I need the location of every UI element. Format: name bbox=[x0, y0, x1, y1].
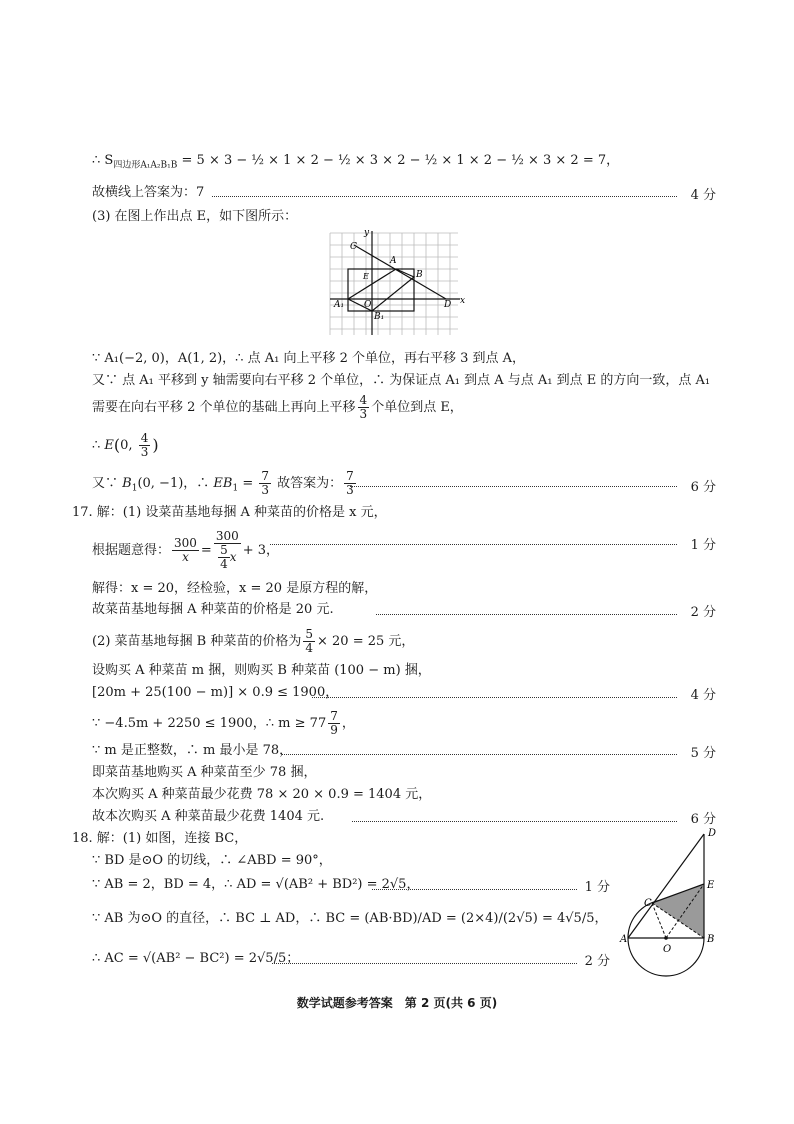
dot-leader bbox=[272, 963, 577, 964]
label-D: D bbox=[444, 300, 452, 310]
inequality-line: [20m + 25(100 − m)] × 0.9 ≤ 1900， bbox=[92, 685, 339, 700]
ac-length-line: ∴ AC = √(AB² − BC²) = 2√5/5； bbox=[92, 951, 300, 966]
equation-plus: + 3， bbox=[242, 543, 280, 558]
dot-leader bbox=[312, 697, 677, 698]
label-O: O bbox=[663, 944, 672, 955]
set-m-line: 设购买 A 种菜苗 m 捆，则购买 B 种菜苗 (100 − m) 捆， bbox=[92, 663, 431, 678]
label-E: E bbox=[707, 880, 715, 891]
area-calculation-line bbox=[92, 152, 619, 175]
label-y: y bbox=[364, 228, 370, 238]
area-subscript: 四边形A₁A₂B₁B bbox=[113, 160, 178, 171]
price-conclusion-line: 故菜苗基地每捆 A 种菜苗的价格是 20 元. bbox=[92, 602, 334, 617]
bc-length-line: ∵ AB 为⊙O 的直径，∴ BC ⊥ AD，∴ BC = (AB·BD)/AD = (2×4)/(2√5) = 4√5/5， bbox=[92, 911, 608, 926]
coordinate-grid-figure bbox=[326, 227, 464, 339]
eb1-line: 又∵ $B_1(0$, −1)，∴ $EB_1$ = $\frac{7}{3}$ 故答案为： $\frac{7}{3}$ bbox=[92, 469, 354, 497]
b-price-value: × 20 = 25 元， bbox=[317, 634, 415, 649]
reason-line: 又∵ 点 A₁ 平移到 y 轴需要向右平移 2 个单位，∴ 为保证点 A₁ 到点 A 与点 A₁ 到点 E 的方向一致，点 A₁ bbox=[92, 373, 711, 388]
q17-heading: 17. 解：(1) 设菜苗基地每捆 A 种菜苗的价格是 x 元， bbox=[72, 505, 387, 520]
score-5: 5 分 bbox=[690, 746, 716, 761]
label-B: B bbox=[416, 270, 423, 280]
circle-tangent-figure bbox=[618, 826, 722, 978]
area-symbol: ∴ S bbox=[92, 153, 114, 168]
dot-leader bbox=[376, 614, 677, 615]
score-1b: 1 分 bbox=[584, 880, 610, 895]
solve-m-text: ∵ −4.5m + 2250 ≤ 1900，∴ m ≥ 77 bbox=[92, 716, 327, 731]
fraction-4-3: $\frac{4}{3}$ bbox=[359, 393, 368, 421]
label-O: O bbox=[364, 300, 372, 310]
part3-heading: (3) 在图上作出点 E，如下图所示： bbox=[92, 209, 298, 224]
dot-leader bbox=[270, 544, 677, 545]
label-A: A bbox=[390, 256, 397, 266]
dot-leader bbox=[352, 821, 677, 822]
translate-up-line bbox=[92, 394, 463, 421]
score-4: 4 分 bbox=[690, 188, 716, 203]
label-E: E bbox=[363, 272, 369, 281]
label-D: D bbox=[708, 828, 717, 839]
equation-label: 根据题意得： bbox=[92, 543, 171, 558]
label-x: x bbox=[460, 296, 466, 306]
translate-text: 需要在向右平移 2 个单位的基础上再向上平移 bbox=[92, 400, 356, 415]
translation-line: ∵ A₁(−2, 0)，A(1, 2)，∴ 点 A₁ 向上平移 2 个单位，再右平移 3 到点 A， bbox=[92, 351, 526, 366]
label-A: A bbox=[620, 934, 628, 945]
label-A1: A₁ bbox=[334, 300, 345, 310]
score-6: 6 分 bbox=[690, 480, 716, 495]
q18-heading: 18. 解：(1) 如图，连接 BC， bbox=[72, 831, 248, 846]
dot-leader bbox=[282, 754, 677, 755]
label-C: C bbox=[644, 898, 652, 909]
score-6b: 6 分 bbox=[690, 812, 716, 827]
tangent-line: ∵ BD 是⊙O 的切线，∴ ∠ABD = 90°， bbox=[92, 853, 332, 868]
score-1: 1 分 bbox=[690, 538, 716, 553]
ad-length-line: ∵ AB = 2，BD = 4，∴ AD = √(AB² + BD²) = 2√5， bbox=[92, 877, 420, 892]
min-cost-line: 本次购买 A 种菜苗最少花费 78 × 20 × 0.9 = 1404 元， bbox=[92, 787, 432, 802]
page-footer: 数学试题参考答案 第 2 页(共 6 页) bbox=[296, 996, 498, 1010]
translate-text-end: 个单位到点 E， bbox=[371, 400, 463, 415]
answer-line-7: 故横线上答案为：7 bbox=[92, 185, 205, 200]
b-price-line: (2) 菜苗基地每捆 B 种菜苗的价格为 $\frac{5}{4}$ × 20 = 25 元， bbox=[92, 627, 415, 655]
dot-leader bbox=[212, 196, 677, 197]
m-integer-line: ∵ m 是正整数，∴ m 最小是 78， bbox=[92, 743, 293, 758]
label-C: C bbox=[350, 242, 357, 252]
dot-leader bbox=[372, 889, 577, 890]
area-expression: = 5 × 3 − ½ × 1 × 2 − ½ × 3 × 2 − ½ × 1 × 2 − ½ × 3 × 2 = 7， bbox=[181, 153, 620, 168]
point-e-line: ∴ E(0, $\frac{4}{3}$ ) bbox=[92, 431, 159, 459]
dot-leader bbox=[350, 486, 677, 487]
at-least-line: 即菜苗基地购买 A 种菜苗至少 78 捆， bbox=[92, 765, 317, 780]
score-2: 2 分 bbox=[690, 605, 716, 620]
score-4b: 4 分 bbox=[690, 688, 716, 703]
final-answer-line: 故本次购买 A 种菜苗最少花费 1404 元. bbox=[92, 809, 325, 824]
b-price-text: (2) 菜苗基地每捆 B 种菜苗的价格为 bbox=[92, 634, 302, 649]
label-B: B bbox=[707, 934, 715, 945]
solution-line: 解得：x = 20，经检验，x = 20 是原方程的解， bbox=[92, 581, 378, 596]
score-2b: 2 分 bbox=[584, 954, 610, 969]
label-B1: B₁ bbox=[374, 312, 385, 322]
equation-line: 根据题意得： $\frac{300}{x}$ = 300 $\frac{5}{4}$ x + 3， bbox=[92, 529, 280, 571]
solve-m-line: ∵ −4.5m + 2250 ≤ 1900，∴ m ≥ 77 $\frac{7}{9}$ ， bbox=[92, 709, 355, 737]
